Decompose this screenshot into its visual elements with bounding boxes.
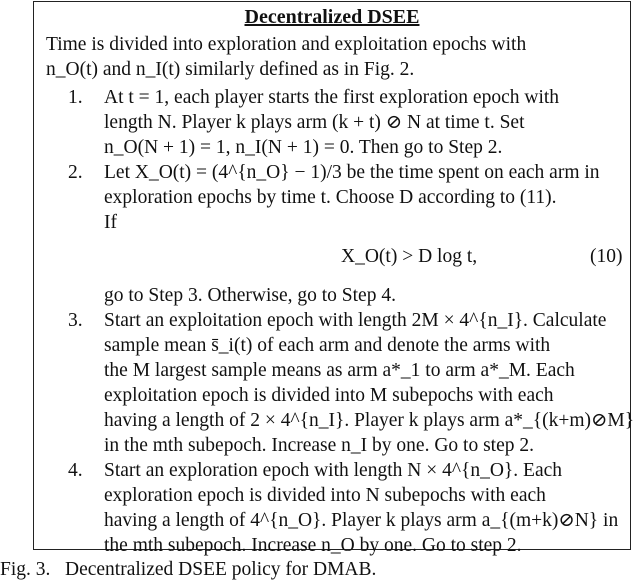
step-2-line-2: exploration epochs by time t. Choose D according to (11). xyxy=(104,187,557,208)
intro-line-2: n_O(t) and n_I(t) similarly defined as in Fig. 2. xyxy=(46,59,415,80)
step-1-line-1: At t = 1, each player starts the first exploration epoch with xyxy=(104,87,560,108)
step-4-line-3: having a length of 4^{n_O}. Player k plays arm a_{(m+k)⊘N} in xyxy=(104,510,619,531)
step-4-line-4: the mth subepoch. Increase n_O by one. Go to step 2. xyxy=(104,535,522,556)
equation-number: (10) xyxy=(590,246,623,267)
step-3-line-6: in the mth subepoch. Increase n_I by one. Go to step 2. xyxy=(104,435,534,456)
step-1-line-3: n_O(N + 1) = 1, n_I(N + 1) = 0. Then go to Step 2. xyxy=(104,137,503,158)
step-2-line-3: If xyxy=(104,212,117,233)
step-2-after: go to Step 3. Otherwise, go to Step 4. xyxy=(104,285,396,306)
step-3-line-5: having a length of 2 × 4^{n_I}. Player k plays arm a*_{(k+m)⊘M} xyxy=(104,410,635,431)
step-2-number: 2. xyxy=(68,162,83,183)
step-4-line-2: exploration epoch is divided into N subepochs with each xyxy=(104,485,546,506)
step-4-line-1: Start an exploration epoch with length N × 4^{n_O}. Each xyxy=(104,460,563,481)
step-3-line-3: the M largest sample means as arm a*_1 to arm a*_M. Each xyxy=(104,360,575,381)
step-2-line-1: Let X_O(t) = (4^{n_O} − 1)/3 be the time spent on each arm in xyxy=(104,162,600,183)
intro-line-1: Time is divided into exploration and exploitation epochs with xyxy=(46,34,527,55)
algorithm-title: Decentralized DSEE xyxy=(244,6,420,28)
step-3-line-4: exploitation epoch is divided into M subepochs with each xyxy=(104,385,554,406)
step-4-number: 4. xyxy=(68,460,83,481)
figure-caption: Fig. 3. Decentralized DSEE policy for DMAB. xyxy=(0,559,377,580)
step-3-line-2: sample mean s̄_i(t) of each arm and denote the arms with xyxy=(104,335,551,356)
step-1-line-2: length N. Player k plays arm (k + t) ⊘ N at time t. Set xyxy=(104,112,525,133)
algorithm-box xyxy=(33,1,635,556)
step-1-number: 1. xyxy=(68,87,83,108)
equation-10: X_O(t) > D log t, xyxy=(341,246,478,267)
step-3-line-1: Start an exploitation epoch with length 2M × 4^{n_I}. Calculate xyxy=(104,310,607,331)
step-3-number: 3. xyxy=(68,310,83,331)
